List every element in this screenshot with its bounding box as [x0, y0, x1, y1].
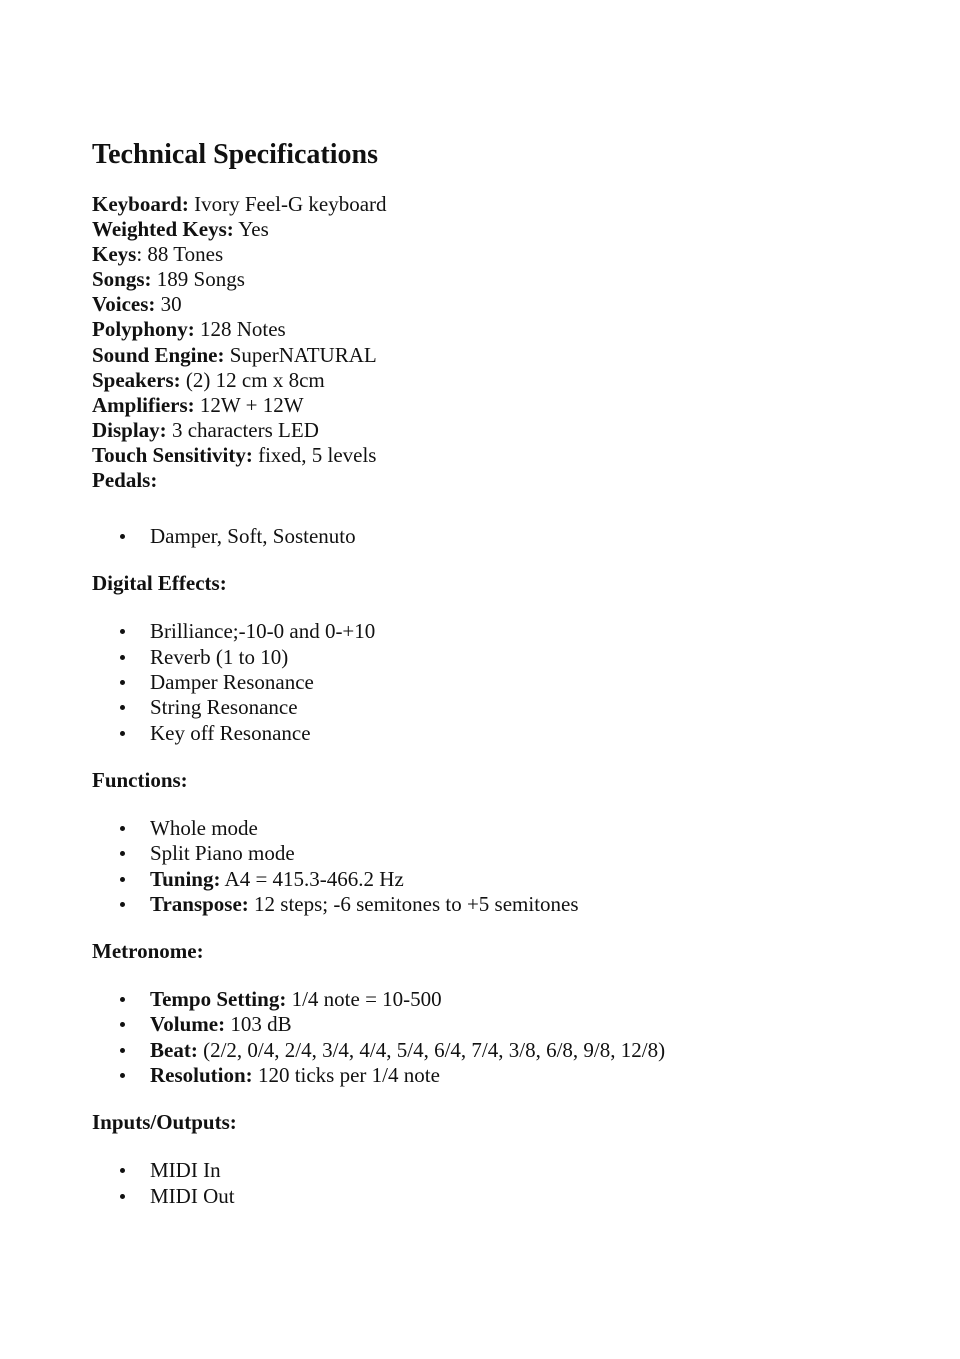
list-item [120, 867, 880, 892]
list-item [120, 524, 880, 549]
spec-label: Keys [92, 242, 137, 267]
spec-pedals [92, 468, 880, 493]
spec-label: Sound Engine: [92, 342, 225, 367]
list-item-text: MIDI Out [150, 1183, 235, 1208]
spec-label: Display: [92, 417, 167, 442]
spec-value: 3 characters LED [166, 417, 319, 442]
spec-value: 128 Notes [194, 317, 286, 342]
spec-keyboard [92, 192, 880, 217]
spec-value: Ivory Feel-G keyboard [188, 192, 387, 216]
list-item-text: A4 = 415.3-466.2 Hz [220, 866, 404, 891]
spec-speakers [92, 368, 880, 393]
section-heading-functions: Functions: [92, 767, 188, 792]
section-heading-digital-effects: Digital Effects: [92, 571, 227, 596]
inputs-outputs-list [92, 1158, 880, 1209]
list-item [120, 1158, 880, 1183]
digital-effects-list [92, 619, 880, 745]
section-heading-metronome: Metronome: [92, 939, 204, 964]
spec-display [92, 418, 880, 443]
spec-value: : 88 Tones [136, 242, 224, 267]
spec-value: SuperNATURAL [224, 342, 377, 367]
metronome-list [92, 987, 880, 1088]
list-item-text: Whole mode [150, 815, 258, 840]
spec-sound-engine [92, 343, 880, 368]
list-item [120, 1012, 880, 1037]
section-heading-inputs-outputs: Inputs/Outputs: [92, 1110, 237, 1135]
list-item [120, 645, 880, 670]
list-item-label: Tempo Setting: [150, 987, 287, 1012]
list-item-text: Damper Resonance [150, 670, 314, 695]
spec-label: Keyboard: [92, 192, 189, 216]
spec-label: Weighted Keys: [92, 217, 234, 242]
list-item-text: Brilliance;-10-0 and 0-+10 [150, 619, 376, 644]
spec-weighted-keys [92, 217, 880, 242]
bullet-icon [120, 680, 125, 685]
spec-label: Pedals: [92, 468, 158, 493]
list-item [120, 670, 880, 695]
spec-value: 12W + 12W [194, 392, 304, 417]
spec-songs [92, 267, 880, 292]
list-item-label: Volume: [150, 1012, 226, 1037]
list-item-text: Split Piano mode [150, 841, 295, 866]
spec-amplifiers [92, 393, 880, 418]
bullet-icon [120, 1168, 125, 1173]
list-item-label: Beat: [150, 1037, 198, 1062]
pedals-list [92, 524, 880, 549]
spec-label: Voices: [92, 292, 156, 317]
list-item [120, 1038, 880, 1063]
list-item [120, 1184, 880, 1209]
list-item [120, 892, 880, 917]
spec-voices [92, 292, 880, 317]
spec-touch-sensitivity [92, 443, 880, 468]
bullet-icon [120, 1194, 125, 1199]
list-item [120, 721, 880, 746]
list-item-label: Tuning: [150, 866, 221, 891]
bullet-icon [120, 1073, 125, 1078]
bullet-icon [120, 877, 125, 882]
spec-label: Amplifiers: [92, 392, 195, 417]
bullet-icon [120, 826, 125, 831]
spec-value: 30 [155, 292, 182, 317]
spec-label: Songs: [92, 267, 152, 292]
page-title: Technical Specifications [92, 139, 378, 170]
list-item [120, 695, 880, 720]
list-item-label: Transpose: [150, 891, 249, 916]
list-item-text: Key off Resonance [150, 720, 311, 745]
spec-value: Yes [233, 217, 269, 242]
list-item [120, 619, 880, 644]
list-item-text: 12 steps; -6 semitones to +5 semitones [248, 891, 579, 916]
spec-label: Polyphony: [92, 317, 195, 342]
spec-keys [92, 242, 880, 267]
list-item-text: 103 dB [225, 1012, 292, 1037]
list-item-text: (2/2, 0/4, 2/4, 3/4, 4/4, 5/4, 6/4, 7/4, 3/8, 6/8, 9/8, 12/8) [197, 1037, 666, 1062]
bullet-icon [120, 655, 125, 660]
list-item-text: 120 ticks per 1/4 note [252, 1062, 440, 1087]
spec-list [92, 192, 880, 493]
list-item-text: 1/4 note = 10-500 [286, 987, 442, 1012]
list-item [120, 987, 880, 1012]
list-item-text: Damper, Soft, Sostenuto [150, 524, 356, 549]
spec-label: Speakers: [92, 367, 181, 392]
list-item-text: String Resonance [150, 695, 298, 720]
spec-value: fixed, 5 levels [252, 442, 377, 467]
bullet-icon [120, 1022, 125, 1027]
list-item-label: Resolution: [150, 1062, 253, 1087]
functions-list [92, 816, 880, 917]
list-item [120, 1063, 880, 1088]
list-item-text: Reverb (1 to 10) [150, 644, 289, 669]
bullet-icon [120, 851, 125, 856]
list-item [120, 841, 880, 866]
spec-value: (2) 12 cm x 8cm [180, 367, 325, 392]
spec-label: Touch Sensitivity: [92, 442, 253, 467]
bullet-icon [120, 534, 125, 539]
spec-polyphony [92, 317, 880, 342]
spacer [92, 493, 880, 524]
bullet-icon [120, 705, 125, 710]
spec-value: 189 Songs [151, 267, 245, 292]
bullet-icon [120, 629, 125, 634]
bullet-icon [120, 902, 125, 907]
bullet-icon [120, 1048, 125, 1053]
list-item [120, 816, 880, 841]
bullet-icon [120, 997, 125, 1002]
list-item-text: MIDI In [150, 1158, 221, 1183]
bullet-icon [120, 731, 125, 736]
